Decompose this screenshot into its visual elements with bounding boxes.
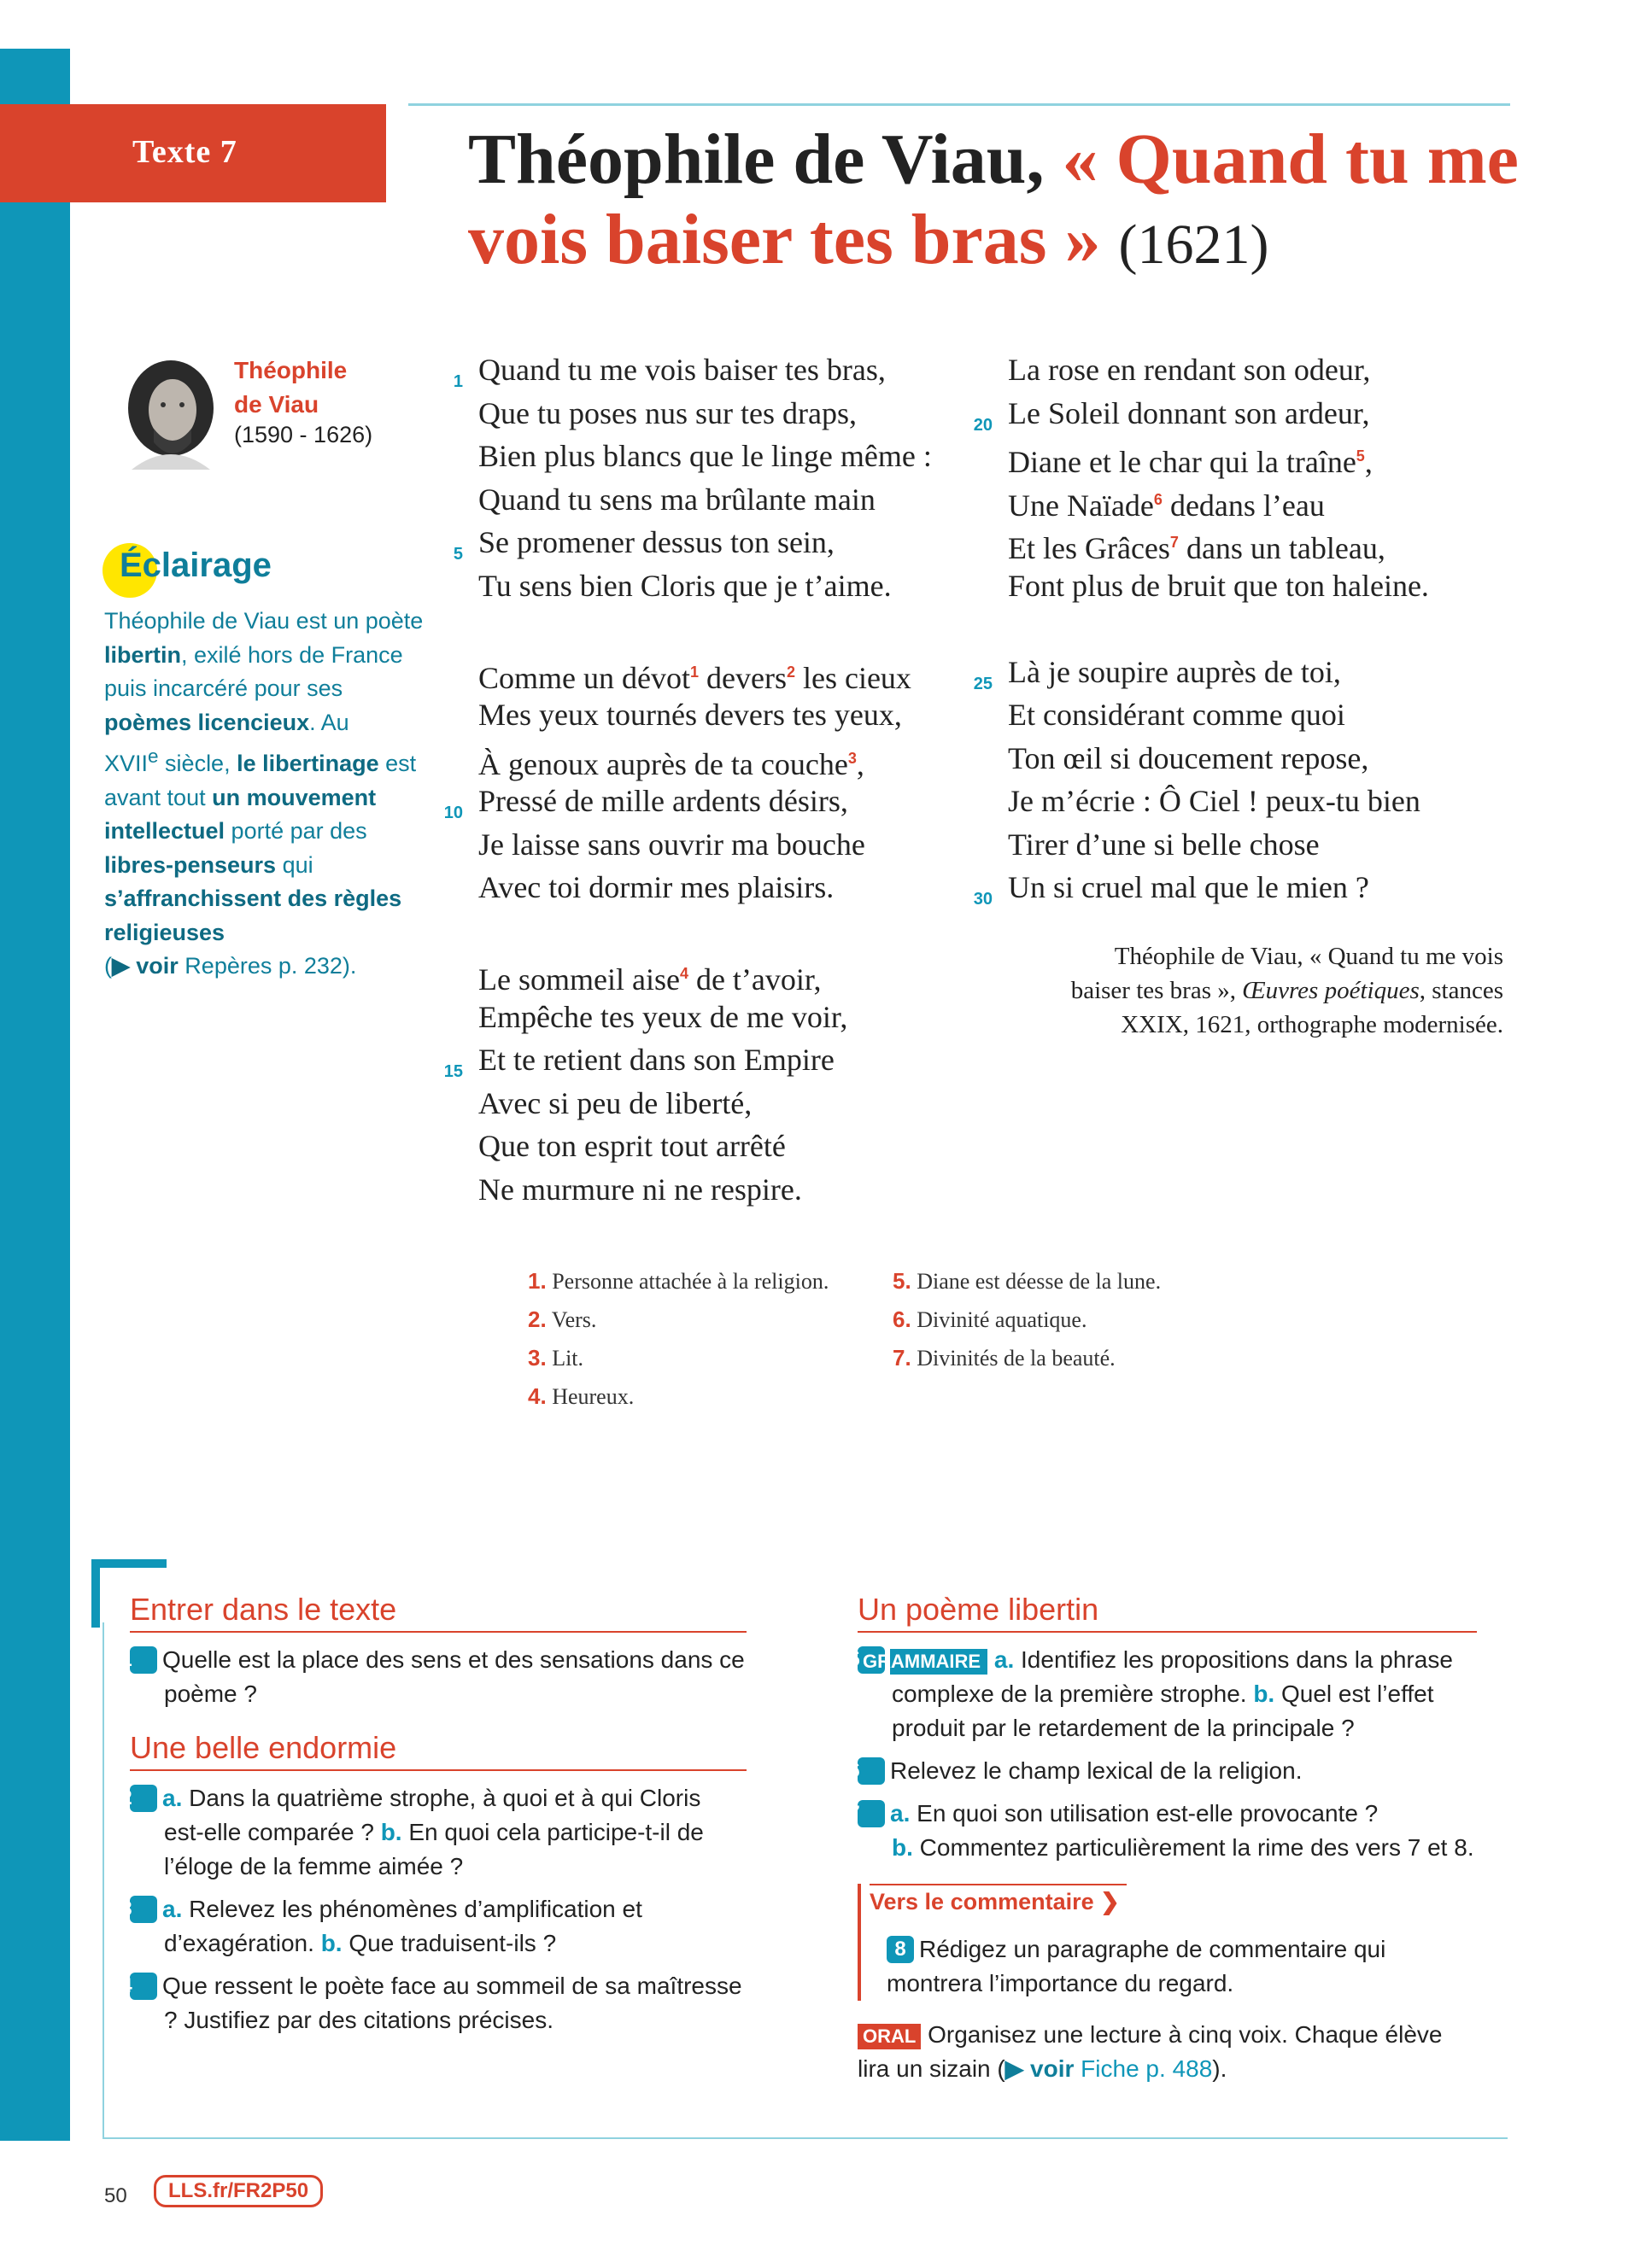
poem-line (443, 1038, 932, 1082)
verse-text: La rose en rendant son odeur, (1008, 353, 1371, 387)
section-rule (130, 1631, 747, 1633)
verse-text: Avec si peu de liberté, (478, 1085, 753, 1120)
eclairage-text: XVII (104, 751, 149, 776)
question-text: Relevez le champ lexical de la religion. (890, 1757, 1303, 1784)
subquestion-label: a. (890, 1800, 911, 1827)
line-number: 30 (973, 890, 993, 909)
question-text: Que traduisent-ils ? (348, 1930, 557, 1956)
verse-text: Pressé de mille ardents désirs, (478, 784, 848, 818)
footnote-number: 6. (893, 1306, 911, 1332)
vers-commentaire-title (870, 1884, 1127, 1919)
box-border (102, 1622, 104, 2139)
footnotes-column-1 (528, 1262, 887, 1416)
source-line: Théophile de Viau, « Quand tu me vois (1114, 943, 1503, 970)
question-number: 5 (858, 1646, 885, 1674)
footnote-number: 4. (528, 1383, 547, 1409)
question-text: Identifiez les propositions dans la phrase complexe de la première strophe. (892, 1646, 1453, 1707)
oral-link[interactable] (1005, 2055, 1213, 2082)
poem-source (1046, 939, 1503, 1042)
footnote-ref[interactable]: 3 (847, 749, 857, 767)
eclairage-bold: libertin (104, 641, 182, 668)
eclairage-body (104, 605, 429, 984)
verse-text: Font plus de bruit que ton haleine. (1008, 568, 1429, 603)
verse-text: , (856, 746, 864, 781)
poem-line (478, 392, 932, 435)
poem-line (1008, 564, 1429, 608)
verse-text: Je laisse sans ouvrir ma bouche (478, 827, 865, 862)
page-number: 50 (104, 2184, 127, 2207)
verse-text: devers (699, 660, 787, 695)
question-2 (120, 1781, 747, 1884)
poem-line (478, 823, 932, 867)
section-bracket (91, 1559, 167, 1568)
question-5 (848, 1643, 1477, 1745)
eclairage-text: , exilé hors de France puis incarcéré pour ses (104, 641, 403, 701)
vers-commentaire-box (858, 1884, 1477, 2001)
footnote-text: Lit. (546, 1346, 584, 1371)
author-name-line1: Théophile (234, 357, 348, 383)
footnote-number: 1. (528, 1268, 547, 1294)
footnote-ref[interactable]: 7 (1169, 534, 1179, 551)
verse-text: Quand tu me vois baiser tes bras, (478, 353, 886, 387)
source-text: , stances (1419, 977, 1503, 1004)
author-name-line2: de Viau (234, 391, 319, 418)
question-text: Que ressent le poète face au sommeil de sa maîtresse ? Justifiez par des citations précises. (162, 1973, 742, 2033)
question-number: 6 (858, 1757, 885, 1785)
verse-text: Avec toi dormir mes plaisirs. (478, 870, 835, 904)
poem-line (478, 693, 932, 737)
footnote-text: Divinités de la beauté. (911, 1346, 1116, 1371)
verse-text: Tu sens bien Cloris que je t’aime. (478, 568, 892, 603)
voir-link[interactable]: ▶ voir (1004, 2055, 1075, 2082)
eclairage-text: Théophile de Viau est un poète (104, 608, 424, 634)
section-rule (858, 1631, 1477, 1633)
poem-line (478, 651, 932, 694)
eclairage-bold: s’affranchissent des règles religieuses (104, 886, 402, 945)
footnote-ref[interactable]: 6 (1153, 490, 1163, 508)
poem-line (478, 996, 932, 1039)
question-text: Dans la quatrième strophe, à quoi et à qui Cloris est-elle comparée ? (164, 1785, 701, 1845)
line-number: 20 (973, 415, 993, 435)
author-dates: (1590 - 1626) (234, 422, 373, 447)
footnotes-column-2 (893, 1262, 1251, 1377)
question-1 (120, 1643, 747, 1711)
footnote (528, 1377, 887, 1416)
poem-line (1008, 435, 1429, 478)
poem-line (1008, 737, 1429, 780)
poem-line (453, 521, 932, 564)
verse-text: de t’avoir, (688, 962, 822, 997)
verse-text: Le sommeil aise (478, 962, 680, 997)
eclairage-bold: le libertinage (237, 751, 379, 776)
section-bracket (91, 1559, 100, 1628)
question-8 (870, 1932, 1477, 2001)
poem-line (478, 1168, 932, 1212)
source-line: XXIX, 1621, orthographe modernisée. (1121, 1011, 1503, 1038)
oral-text: Organisez une lecture à cinq voix. Chaque élève lira un sizain ( (858, 2021, 1443, 2082)
footnote (893, 1301, 1251, 1339)
page-title (468, 120, 1536, 285)
fiche-ref[interactable]: Fiche p. 488 (1074, 2055, 1213, 2082)
source-text: baiser tes bras », (1070, 977, 1243, 1004)
eclairage-text: qui (276, 851, 313, 878)
poem-line (1008, 478, 1429, 522)
footnote-ref[interactable]: 1 (689, 663, 699, 681)
verse-text: À genoux auprès de ta couche (478, 746, 848, 781)
footnote-ref[interactable]: 2 (786, 663, 795, 681)
verse-text: Se promener dessus ton sein, (478, 525, 835, 559)
verse-text: Et te retient dans son Empire (478, 1043, 835, 1077)
side-color-bar (0, 49, 70, 2141)
eclairage-bold: poèmes licencieux (104, 709, 310, 735)
poem-line (478, 435, 932, 478)
footnote-number: 7. (893, 1345, 911, 1371)
poem-line (478, 478, 932, 522)
question-text: Rédigez un paragraphe de commentaire qui montrera l’importance du regard. (887, 1936, 1386, 1996)
texte-label: Texte 7 (132, 134, 237, 170)
eclairage-text: ( (104, 953, 112, 979)
subquestion-label: b. (320, 1930, 343, 1956)
poem-line (478, 1125, 932, 1168)
footnote-ref[interactable]: 4 (679, 965, 688, 982)
poem-column-2 (973, 348, 1429, 909)
question-text: Quel est l’effet produit par le retardement de la principale ? (892, 1681, 1434, 1741)
oral-task (858, 2018, 1477, 2086)
subquestion-label: a. (162, 1896, 183, 1922)
question-number: 3 (130, 1896, 157, 1923)
poem-line (1008, 348, 1429, 392)
vers-commentaire-label: Vers le commentaire (870, 1889, 1094, 1914)
section-libertin (848, 1592, 1477, 2086)
question-3 (120, 1892, 747, 1961)
section-title: Entrer dans le texte (130, 1592, 397, 1627)
verse-text: Empêche tes yeux de me voir, (478, 999, 848, 1034)
verse-text: Le Soleil donnant son ardeur, (1008, 395, 1370, 430)
verse-text: Je m’écrie : Ô Ciel ! peux-tu bien (1008, 784, 1420, 818)
verse-text: Ton œil si doucement repose, (1008, 740, 1369, 775)
footnote-number: 3. (528, 1345, 547, 1371)
title-date: (1621) (1118, 213, 1269, 276)
poem-line (1008, 693, 1429, 737)
verse-text: les cieux (794, 660, 911, 695)
verse-text: Quand tu sens ma brûlante main (478, 482, 876, 517)
subquestion-label: b. (380, 1819, 402, 1845)
box-border (102, 2137, 1508, 2139)
footer-link[interactable]: LLS.fr/FR2P50 (154, 2175, 323, 2207)
footnote (893, 1339, 1251, 1377)
footnote (528, 1301, 887, 1339)
poem-line (478, 952, 932, 996)
question-number: 7 (858, 1800, 885, 1827)
question-text: En quoi cela participe-t-il de l’éloge de la femme aimée ? (164, 1819, 704, 1879)
footnote (893, 1262, 1251, 1301)
poem-line (1008, 521, 1429, 564)
line-number: 25 (973, 674, 993, 693)
subquestion-label: a. (993, 1646, 1015, 1673)
poem-line (478, 1082, 932, 1125)
oral-text: ). (1212, 2055, 1227, 2082)
eclairage-bold: un mouvement intellectuel (104, 784, 377, 844)
question-4 (120, 1969, 747, 2037)
line-number: 1 (453, 372, 463, 391)
subquestion-label: b. (1253, 1681, 1275, 1707)
eclairage-text: porté par des (225, 818, 367, 844)
question-number: 1 (130, 1646, 157, 1674)
subquestion-label: b. (892, 1834, 913, 1861)
question-text: Quelle est la place des sens et des sensations dans ce poème ? (162, 1646, 745, 1707)
footnote-text: Diane est déesse de la lune. (911, 1269, 1162, 1294)
footnote-text: Vers. (546, 1307, 597, 1332)
verse-text: Et considérant comme quoi (1008, 698, 1345, 732)
section-entrer (120, 1592, 747, 2037)
question-number: 4 (130, 1973, 157, 2000)
question-text: En quoi son utilisation est-elle provocante ? (917, 1800, 1379, 1827)
verse-text: Et les Grâces (1008, 531, 1170, 565)
eclairage-text: siècle, (158, 751, 237, 776)
verse-text: dedans l’eau (1162, 488, 1325, 523)
footnote-text: Divinité aquatique. (911, 1307, 1087, 1332)
verse-text: Que ton esprit tout arrêté (478, 1129, 786, 1163)
poem-line (1008, 823, 1429, 867)
stanza-break (478, 909, 932, 953)
verse-text: Une Naïade (1008, 488, 1154, 523)
question-text: Commentez particulièrement la rime des vers 7 et 8. (919, 1834, 1474, 1861)
author-portrait (120, 357, 222, 470)
footnote-number: 2. (528, 1306, 547, 1332)
footnote-ref[interactable]: 5 (1356, 447, 1365, 465)
verse-text: Ne murmure ni ne respire. (478, 1172, 802, 1207)
poem-line (973, 651, 1429, 694)
eclairage-bold: libres-penseurs (104, 851, 277, 878)
footnote (528, 1339, 887, 1377)
title-poem: « Quand tu me vois baiser tes bras » (468, 120, 1519, 279)
verse-text: Tirer d’une si belle chose (1008, 827, 1320, 862)
verse-text: Que tu poses nus sur tes draps, (478, 395, 857, 430)
eclairage-ref[interactable]: Repères p. 232). (178, 953, 357, 979)
question-7 (848, 1797, 1477, 1865)
footnote-text: Personne attachée à la religion. (546, 1269, 829, 1294)
eclairage-text: est avant tout (104, 751, 417, 810)
footnote (528, 1262, 887, 1301)
verse-text: Mes yeux tournés devers tes yeux, (478, 698, 902, 732)
line-number: 10 (443, 804, 463, 822)
line-number: 15 (443, 1062, 463, 1081)
verse-text: Un si cruel mal que le mien ? (1008, 870, 1369, 904)
poem-line (973, 866, 1429, 909)
verse-text: Là je soupire auprès de toi, (1008, 654, 1341, 689)
verse-text: , (1364, 445, 1373, 479)
verse-text: dans un tableau, (1178, 531, 1385, 565)
eclairage-text: . Au (309, 709, 349, 735)
poem-line (478, 737, 932, 780)
eclairage-sup: e (148, 745, 159, 767)
verse-text: Bien plus blancs que le linge même : (478, 439, 932, 473)
poem-line (443, 780, 932, 823)
verse-text: Diane et le char qui la traîne (1008, 445, 1356, 479)
header-rule (408, 103, 1510, 106)
question-number: 8 (887, 1936, 914, 1963)
verse-text: Comme un dévot (478, 660, 690, 695)
poem-line (478, 564, 932, 608)
section-title: Un poème libertin (858, 1592, 1099, 1627)
stanza-break (478, 607, 932, 651)
subquestion-label: a. (162, 1785, 183, 1811)
footnote-number: 5. (893, 1268, 911, 1294)
footnote-text: Heureux. (546, 1384, 635, 1409)
poem-line (1008, 780, 1429, 823)
poem-column-1 (443, 348, 932, 1211)
voir-link[interactable]: ▶ voir (112, 953, 179, 979)
question-number: 2 (130, 1785, 157, 1812)
oral-tag: ORAL (858, 2024, 921, 2049)
title-author: Théophile de Viau, (468, 120, 1045, 199)
grammaire-tag: GRAMMAIRE (890, 1649, 987, 1675)
source-book: Œuvres poétiques (1242, 977, 1420, 1004)
line-number: 5 (453, 545, 463, 564)
stanza-break (1008, 607, 1429, 651)
source-line (1046, 973, 1503, 1008)
section-title: Une belle endormie (130, 1730, 397, 1765)
question-text: Relevez les phénomènes d’amplification et d’exagération. (164, 1896, 642, 1956)
eclairage-title: Éclairage (120, 547, 272, 584)
question-6 (848, 1754, 1477, 1788)
poem-line (478, 866, 932, 909)
section-rule (130, 1769, 747, 1771)
chevron-right-icon: ❯ (1100, 1889, 1120, 1914)
poem-line (453, 348, 932, 392)
author-name (234, 354, 347, 422)
poem-line (973, 392, 1429, 435)
